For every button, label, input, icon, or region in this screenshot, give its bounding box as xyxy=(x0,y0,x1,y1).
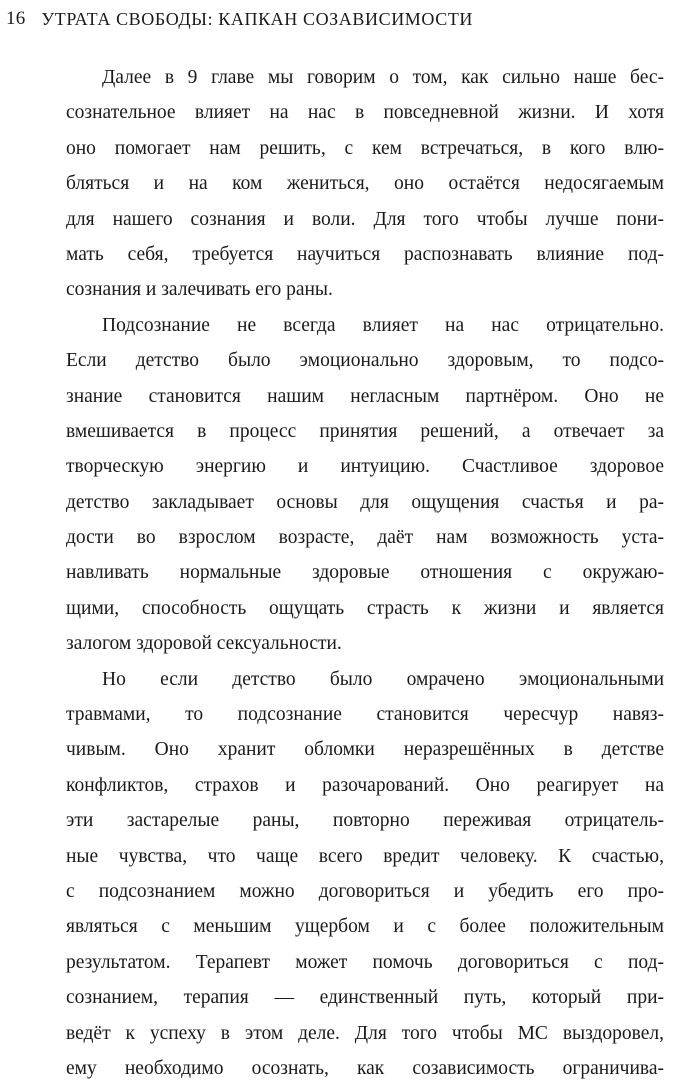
text-line: ные чувства, что чаще всего вредит человеку. К счастью, xyxy=(66,845,664,867)
text-line: детство закладывает основы для ощущения счастья и ра- xyxy=(66,491,664,513)
text-line: сознанием, терапия — единственный путь, который при- xyxy=(66,987,664,1009)
text-line: являться с меньшим ущербом и с более положительным xyxy=(66,916,664,938)
text-line: сознания и залечивать его раны. xyxy=(66,279,333,301)
paragraph-1 xyxy=(66,60,664,308)
text-line: ведёт к успеху в этом деле. Для того чтобы МС выздоровел, xyxy=(66,1022,664,1044)
running-head xyxy=(6,6,663,32)
text-line: залогом здоровой сексуальности. xyxy=(66,633,342,655)
text-line: творческую энергию и интуицию. Счастливое здоровое xyxy=(66,456,664,478)
text-line: Но если детство было омрачено эмоциональными xyxy=(102,668,664,690)
text-line: конфликтов, страхов и разочарований. Оно реагирует на xyxy=(66,774,664,796)
text-line: ему необходимо осознать, как созависимость ограничива- xyxy=(66,1057,664,1079)
text-line: оно помогает нам решить, с кем встречаться, в кого влю- xyxy=(66,137,664,159)
body-text xyxy=(66,60,664,1086)
text-line: вмешивается в процесс принятия решений, а отвечает за xyxy=(66,420,664,442)
text-line: Далее в 9 главе мы говорим о том, как сильно наше бес- xyxy=(102,67,664,88)
text-line: мать себя, требуется научиться распознавать влияние под- xyxy=(66,243,664,265)
text-line: чивым. Оно хранит обломки неразрешённых в детстве xyxy=(66,739,664,761)
text-line: бляться и на ком жениться, оно остаётся недосягаемым xyxy=(66,173,664,195)
text-line: Если детство было эмоционально здоровым, то подсо- xyxy=(66,350,664,372)
text-line: эти застарелые раны, повторно переживая отрицатель- xyxy=(66,810,664,832)
text-line: знание становится нашим негласным партнёром. Оно не xyxy=(66,385,664,407)
text-line: щими, способность ощущать страсть к жизни и является xyxy=(66,597,664,619)
text-line: травмами, то подсознание становится чересчур навяз- xyxy=(66,704,664,726)
text-line: сознательное влияет на нас в повседневной жизни. И хотя xyxy=(66,102,664,124)
text-line: дости во взрослом возрасте, даёт нам возможность уста- xyxy=(66,527,664,549)
text-line: результатом. Терапевт может помочь договориться с под- xyxy=(66,951,664,973)
text-line: навливать нормальные здоровые отношения с окружаю- xyxy=(66,562,664,584)
running-head-title: УТРАТА СВОБОДЫ: КАПКАН СОЗАВИСИМОСТИ xyxy=(41,8,474,29)
paragraph-2 xyxy=(66,308,664,662)
text-line: с подсознанием можно договориться и убедить его про- xyxy=(66,880,664,902)
text-line: Подсознание не всегда влияет на нас отрицательно. xyxy=(102,314,664,336)
page-number: 16 xyxy=(6,8,26,29)
text-line: для нашего сознания и воли. Для того чтобы лучше пони- xyxy=(66,208,664,230)
paragraph-3 xyxy=(66,662,664,1087)
